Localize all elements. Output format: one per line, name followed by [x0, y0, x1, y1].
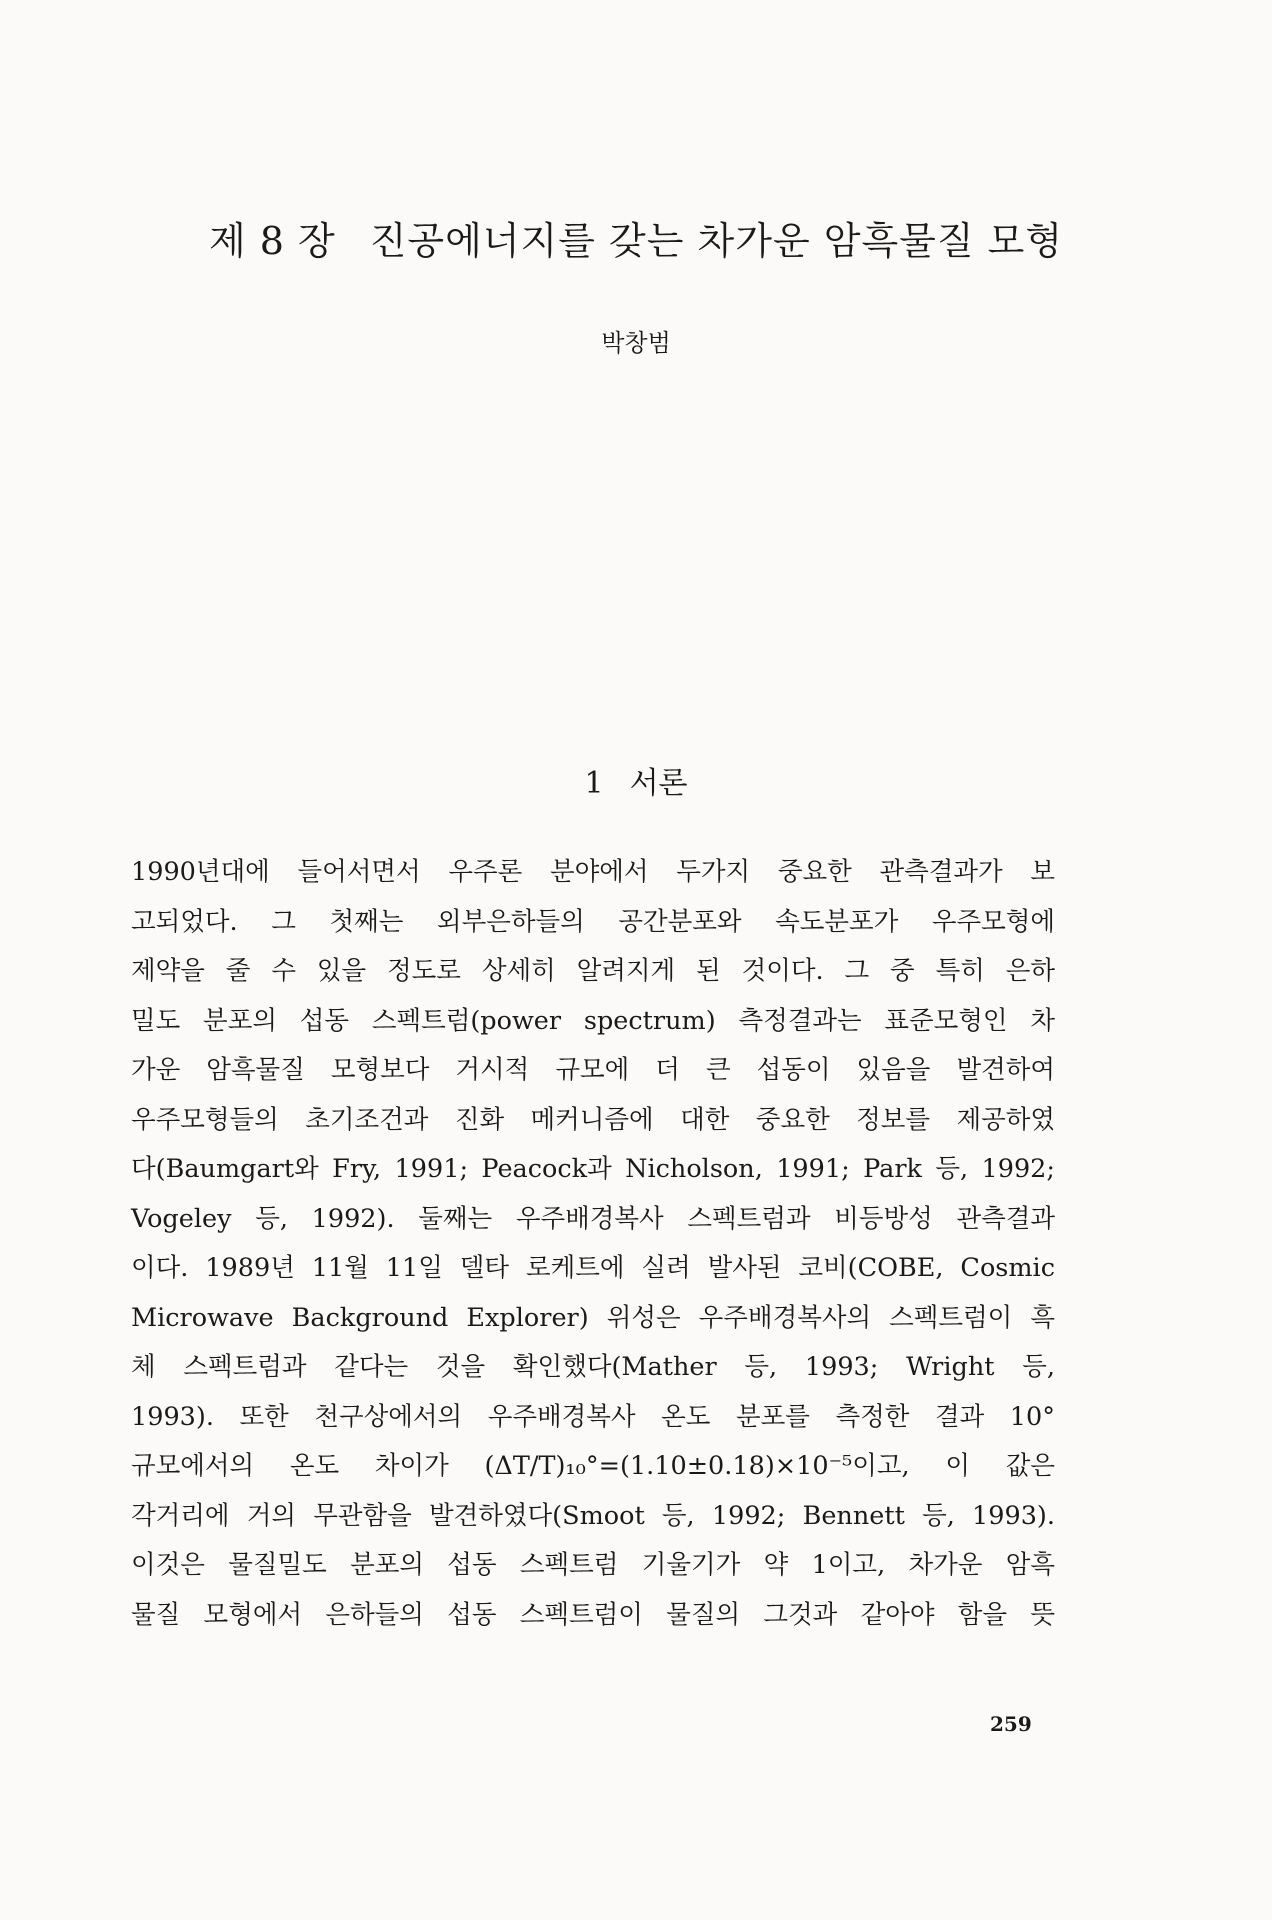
chapter-title-text: 진공에너지를 갖는 차가운 암흑물질 모형	[369, 219, 1064, 263]
section-title: 서론	[629, 766, 688, 801]
body-line: 각거리에 거의 무관함을 발견하였다(Smoot 등, 1992; Bennett 등, 1993).	[131, 1500, 1055, 1531]
chapter-title	[0, 210, 1272, 265]
body-line: Microwave Background Explorer) 위성은 우주배경복사의 스펙트럼이 흑	[131, 1302, 1055, 1333]
body-line: 1993). 또한 천구상에서의 우주배경복사 온도 분포를 측정한 결과 10°	[131, 1401, 1055, 1432]
body-line: 이것은 물질밀도 분포의 섭동 스펙트럼 기울기가 약 1이고, 차가운 암흑	[131, 1550, 1055, 1580]
body-line: 밀도 분포의 섭동 스펙트럼(power spectrum) 측정결과는 표준모형인 차	[131, 1005, 1055, 1036]
chapter-number: 제 8 장	[208, 219, 336, 263]
body-line: 우주모형들의 초기조건과 진화 메커니즘에 대한 중요한 정보를 제공하였	[131, 1104, 1055, 1135]
body-line: 가운 암흑물질 모형보다 거시적 규모에 더 큰 섭동이 있음을 발견하여	[131, 1055, 1055, 1085]
body-line: 이다. 1989년 11월 11일 델타 로케트에 실려 발사된 코비(COBE, Cosmic	[131, 1253, 1055, 1283]
section-heading	[0, 758, 1272, 802]
body-line: 물질 모형에서 은하들의 섭동 스펙트럼이 물질의 그것과 같아야 함을 뜻	[131, 1599, 1055, 1630]
body-line: Vogeley 등, 1992). 둘째는 우주배경복사 스펙트럼과 비등방성 관측결과	[131, 1203, 1055, 1234]
body-line: 고되었다. 그 첫째는 외부은하들의 공간분포와 속도분포가 우주모형에	[131, 906, 1055, 937]
body-line: 1990년대에 들어서면서 우주론 분야에서 두가지 중요한 관측결과가 보	[131, 857, 1055, 887]
author-name: 박창범	[601, 329, 671, 357]
body-line: 다(Baumgart와 Fry, 1991; Peacock과 Nicholson, 1991; Park 등, 1992;	[131, 1154, 1055, 1184]
body-line: 규모에서의 온도 차이가 (ΔT/T)₁₀°=(1.10±0.18)×10⁻⁵이고, 이 값은	[131, 1451, 1055, 1481]
body-line: 제약을 줄 수 있을 정도로 상세히 알려지게 된 것이다. 그 중 특히 은하	[131, 956, 1055, 986]
section-number: 1	[584, 766, 604, 801]
body-paragraph	[131, 848, 1055, 1640]
page-number: 259	[990, 1712, 1032, 1736]
body-line: 체 스펙트럼과 같다는 것을 확인했다(Mather 등, 1993; Wright 등,	[131, 1352, 1055, 1382]
